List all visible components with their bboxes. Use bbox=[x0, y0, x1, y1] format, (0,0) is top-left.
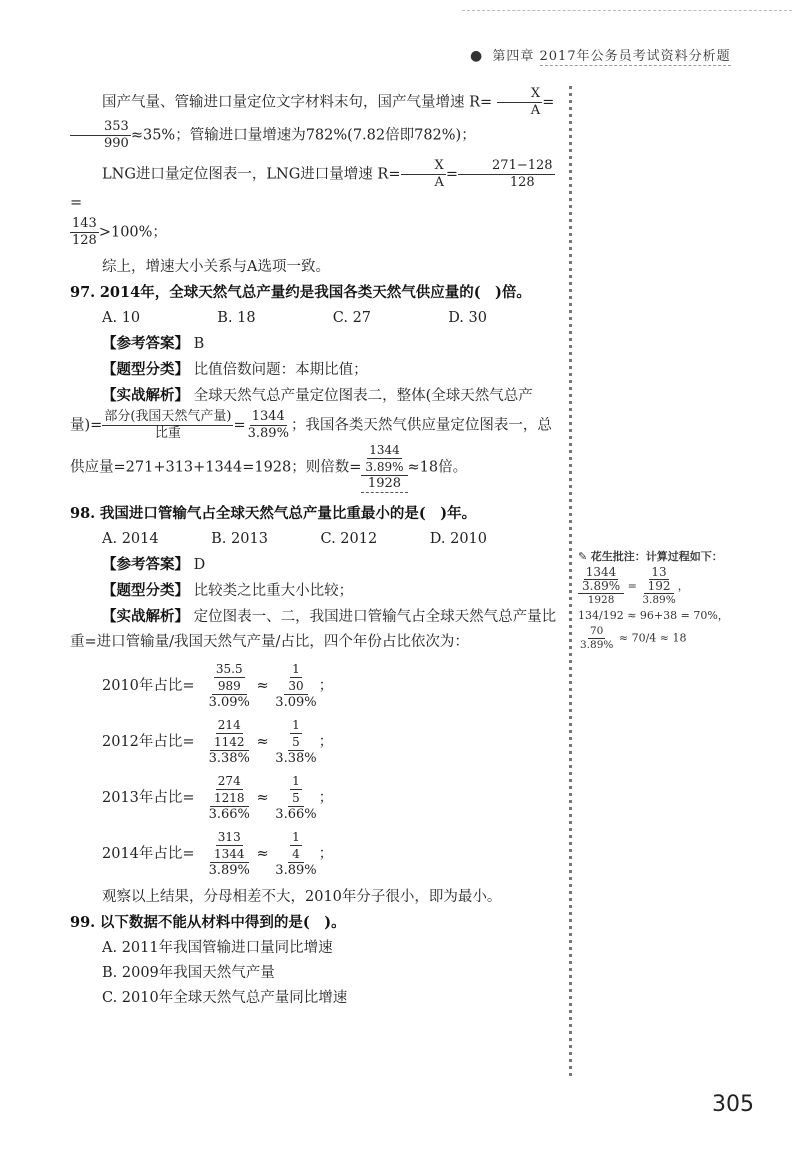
fraction: $\frac{\frac{1344}{3.89\%}}{1928}$ bbox=[361, 442, 407, 493]
page-number: 305 bbox=[712, 1092, 754, 1117]
q97-option-c: C. 27 bbox=[332, 310, 372, 326]
q99-stem: 99. 以下数据不能从材料中得到的是( )。 bbox=[70, 914, 346, 931]
top-rule bbox=[462, 10, 792, 11]
fraction: $\frac{143}{128}$ bbox=[72, 216, 97, 248]
lng-paragraph: LNG进口量定位图表一，LNG进口量增速 R= $\frac{X}{A}$ = $\frac{271-128}{128}$ = bbox=[70, 158, 553, 211]
q98-stem: 98. 我国进口管输气占全球天然气总产量比重最小的是( )年。 bbox=[70, 505, 477, 522]
ratio-row: 2013年占比= $\frac{\frac{274}{1218}}{3.66\%}$ ≈ $\frac{\frac{1}{5}}{3.66\%}$ ； bbox=[102, 774, 334, 822]
q98-type: 【题型分类】 比较类之比重大小比较； bbox=[102, 582, 354, 599]
column-divider bbox=[569, 86, 572, 1076]
q98-option-b: B. 2013 bbox=[211, 531, 268, 547]
ratio-row: 2014年占比= $\frac{\frac{313}{1344}}{3.89\%}$ ≈ $\frac{\frac{1}{4}}{3.89\%}$ ； bbox=[102, 830, 334, 878]
q98-answer: 【参考答案】 D bbox=[102, 556, 206, 573]
q97-options bbox=[70, 306, 487, 331]
side-annotation bbox=[578, 548, 788, 652]
q98-conclusion: 观察以上结果，分母相差不大，2010年分子很小，即为最小。 bbox=[102, 889, 502, 905]
q97-stem: 97. 2014年，全球天然气总产量约是我国各类天然气供应量的( )倍。 bbox=[70, 284, 531, 301]
fraction: $\frac{353}{990}$ bbox=[70, 119, 131, 152]
q97-option-b: B. 18 bbox=[217, 310, 256, 326]
q98-option-a: A. 2014 bbox=[102, 531, 159, 547]
growth-paragraph: 国产气量、管输进口量定位文字材料末句，国产气量增速 R= $\frac{X}{A}$ = $\frac{353}{990}$ ≈35%；管输进口量增速为782%(7.82倍即782%)； bbox=[70, 86, 560, 152]
q99-option-a: A. 2011年我国管输进口量同比增速 bbox=[102, 940, 333, 956]
fraction: $\frac{X}{A}$ bbox=[497, 86, 542, 119]
annotation-calc-2: 134/192 ≈ 96+38 = 70%， bbox=[578, 609, 729, 622]
ratio-row: 2010年占比= $\frac{\frac{35.5}{989}}{3.09\%}$ ≈ $\frac{\frac{1}{30}}{3.09\%}$ ； bbox=[102, 662, 334, 710]
pencil-icon: ✎ bbox=[578, 550, 588, 563]
q98-option-c: C. 2012 bbox=[320, 531, 378, 547]
q98-options bbox=[70, 527, 487, 552]
q98-option-d: D. 2010 bbox=[429, 531, 487, 547]
main-column bbox=[70, 86, 560, 1011]
running-header bbox=[470, 45, 731, 64]
annotation-calc-3: $\frac{70}{3.89\%}$ ≈ 70/4 ≈ 18 bbox=[580, 625, 687, 651]
q98-analysis: 【实战解析】 定位图表一、二，我国进口管输气占全球天然气总产量比重=进口管输量/我国天然气产量/占比，四个年份占比依次为： bbox=[70, 608, 557, 650]
header-chapter: 第四章 bbox=[492, 49, 535, 64]
header-title: 2017年公务员考试资料分析题 bbox=[539, 49, 731, 64]
q99-option-b: B. 2009年我国天然气产量 bbox=[102, 965, 275, 981]
fraction: $\frac{X}{A}$ bbox=[400, 158, 445, 191]
q99-option-c: C. 2010年全球天然气总产量同比增速 bbox=[102, 990, 348, 1006]
bullet-icon: ● bbox=[470, 48, 484, 64]
ratio-row: 2012年占比= $\frac{\frac{214}{1142}}{3.38\%}$ ≈ $\frac{\frac{1}{5}}{3.38\%}$ ； bbox=[102, 718, 334, 766]
text: ≈35%；管输进口量增速为782%(7.82倍即782%)； bbox=[130, 127, 476, 144]
q97-option-a: A. 10 bbox=[102, 310, 141, 326]
q97-option-d: D. 30 bbox=[448, 310, 487, 326]
q97-analysis: 【实战解析】 全球天然气总产量定位图表二，整体(全球天然气总产量)= $\frac{\text{部分(我国天然气产量)}}{\text{比重}}$ = $\frac{1344}{3.89\%}$ ；我国各类天然气供应量定位图表一，总供应量=271+313+1344=1928；则倍数= $\frac{\frac{1344}{3.89\%}}{1928}$ ≈18倍。 bbox=[70, 387, 552, 491]
fraction: $\frac{271-128}{128}$ bbox=[458, 158, 555, 191]
q97-answer: 【参考答案】 B bbox=[102, 335, 205, 352]
annotation-calc-1: $\frac{\frac{1344}{3.89\%}}{1928}$ = $\frac{\frac{13}{192}}{3.89\%}$ ， bbox=[578, 566, 788, 607]
text: 国产气量、管输进口量定位文字材料末句，国产气量增速 R= bbox=[102, 94, 493, 111]
annotation-title: ✎ 花生批注：计算过程如下： bbox=[578, 550, 723, 563]
summary-text: 综上，增速大小关系与A选项一致。 bbox=[102, 259, 330, 275]
fraction: $\frac{1344}{3.89\%}$ bbox=[247, 409, 289, 441]
q97-type: 【题型分类】 比值倍数问题：本期比值； bbox=[102, 361, 368, 378]
ratio-comparison bbox=[70, 661, 560, 879]
text: LNG进口量定位图表一，LNG进口量增速 R= bbox=[102, 166, 401, 183]
lng-result: $\frac{143}{128}$ >100%； bbox=[72, 216, 167, 248]
fraction: $\frac{\text{部分(我国天然气产量)}}{\text{比重}}$ bbox=[104, 409, 232, 441]
